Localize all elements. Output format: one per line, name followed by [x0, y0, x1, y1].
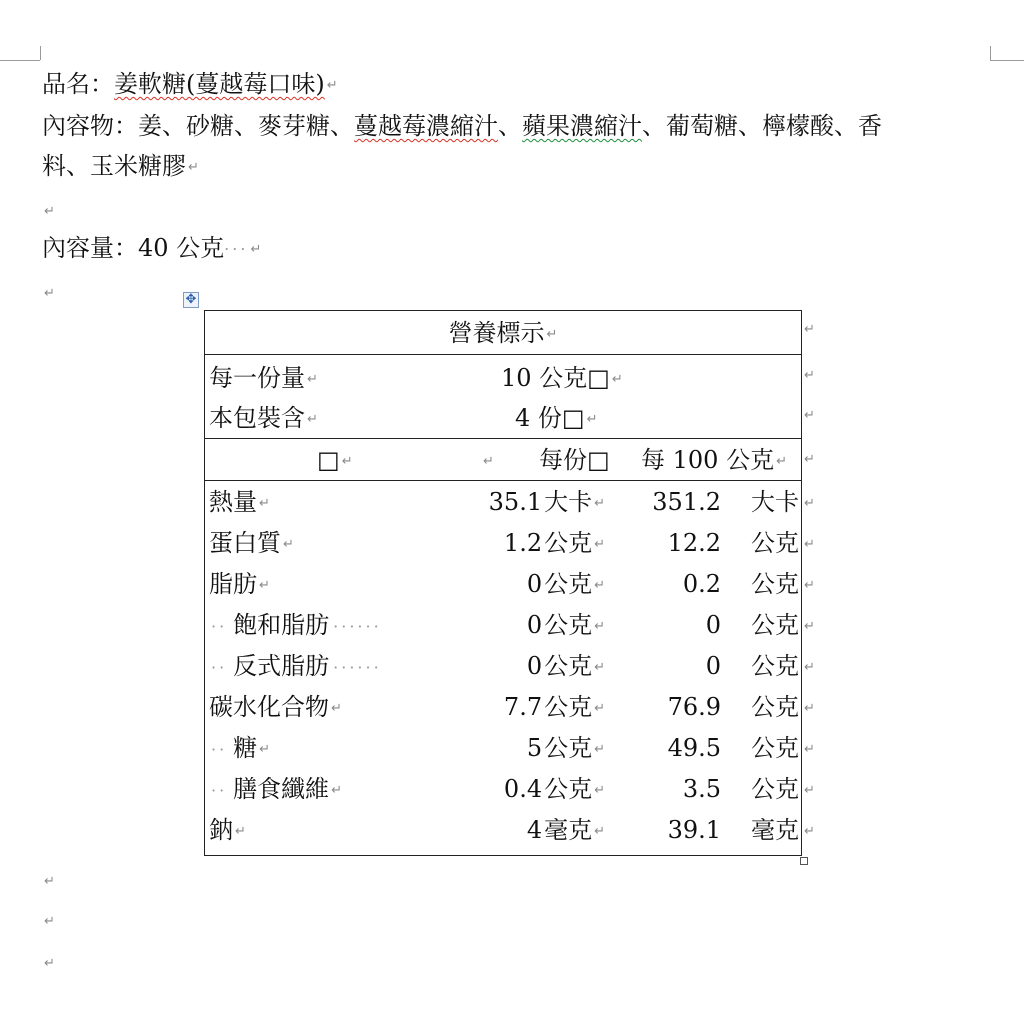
nutrient-row: [205, 488, 801, 529]
nutrition-facts-table[interactable]: [204, 310, 802, 856]
serving-size-label: 每一份量 ↵: [209, 364, 318, 392]
nutrient-row: [205, 611, 801, 652]
nutrient-rows: [205, 480, 801, 855]
servings-per-pack-value: 4 份□ ↵: [515, 404, 598, 432]
product-name-label: 品名：: [42, 70, 114, 98]
paragraph-mark-icon: ↵: [250, 241, 262, 257]
per-serving-value: 0公克 ↵: [526, 570, 605, 598]
nutrient-name: ·· 飽和脂肪 ······: [211, 611, 382, 639]
empty-paragraph[interactable]: [42, 278, 55, 308]
per-100g-value: 0: [705, 611, 721, 639]
per-100g-unit: 公克: [751, 734, 799, 762]
ingredients-text-d: 蘋果濃縮汁: [522, 112, 642, 140]
header-spacer-cell: ↵: [483, 453, 494, 469]
per-serving-value: 35.1大卡 ↵: [488, 488, 605, 516]
serving-info-section: [205, 354, 801, 439]
per-serving-value: 0公克 ↵: [526, 652, 605, 680]
end-of-row-mark-icon: ↵: [804, 783, 815, 798]
end-of-row-mark-icon: ↵: [804, 578, 815, 593]
ingredients-label: 內容物：: [42, 112, 138, 140]
nutrient-row: [205, 816, 801, 857]
net-weight-paragraph[interactable]: [42, 234, 261, 264]
per-100g-value: 76.9: [667, 693, 721, 721]
nutrient-row: [205, 652, 801, 693]
net-weight-value: 40 公克: [138, 234, 225, 262]
per-100g-value: 3.5: [682, 775, 721, 803]
per-100g-value: 12.2: [667, 529, 721, 557]
column-header-row: [205, 438, 801, 481]
nutrient-row: [205, 734, 801, 775]
nutrient-row: [205, 775, 801, 816]
nutrient-name: ·· 反式脂肪 ······: [211, 652, 382, 680]
header-blank-cell: □ ↵: [317, 446, 353, 474]
per-100g-unit: 毫克: [751, 816, 799, 844]
end-of-row-mark-icon: ↵: [804, 824, 815, 839]
crop-mark-top-left: [0, 60, 40, 61]
nutrient-row: [205, 529, 801, 570]
empty-paragraph[interactable]: [42, 906, 55, 936]
end-of-row-mark-icon: ↵: [804, 742, 815, 757]
servings-per-pack-label: 本包裝含 ↵: [209, 404, 318, 432]
per-serving-value: 0.4公克 ↵: [503, 775, 605, 803]
ingredients-text-b: 蔓越莓濃縮汁: [354, 112, 498, 140]
paragraph-mark-icon: ↵: [44, 955, 55, 971]
crop-mark-top-right-vertical: [990, 46, 991, 60]
per-100g-value: 49.5: [667, 734, 721, 762]
ingredients-text-c: 、: [498, 112, 522, 140]
table-title: 營養標示 ↵: [448, 319, 558, 347]
end-of-row-mark-icon: ↵: [804, 322, 815, 337]
ingredients-text-a: 姜、砂糖、麥芽糖、: [138, 112, 354, 140]
end-of-row-mark-icon: ↵: [804, 496, 815, 511]
table-title-row: [205, 311, 801, 355]
per-serving-value: 7.7公克 ↵: [503, 693, 605, 721]
nutrient-name: 蛋白質 ↵: [209, 529, 294, 557]
ingredients-paragraph[interactable]: [42, 112, 882, 140]
net-weight-label: 內容量：: [42, 234, 138, 262]
nutrient-name: 脂肪 ↵: [209, 570, 270, 598]
nutrient-name: 熱量 ↵: [209, 488, 270, 516]
per-serving-value: 4毫克 ↵: [526, 816, 605, 844]
per-100g-value: 39.1: [667, 816, 721, 844]
end-of-row-mark-icon: ↵: [804, 452, 815, 467]
per-100g-value: 0: [705, 652, 721, 680]
nutrient-name: ·· 膳食纖維 ↵: [211, 775, 343, 803]
per-100g-unit: 大卡: [751, 488, 799, 516]
serving-size-value: 10 公克□ ↵: [501, 364, 623, 392]
ingredients-paragraph-line2[interactable]: [42, 152, 199, 182]
end-of-row-mark-icon: ↵: [804, 537, 815, 552]
per-100g-unit: 公克: [751, 570, 799, 598]
paragraph-mark-icon: ↵: [44, 203, 55, 219]
end-of-row-mark-icon: ↵: [804, 619, 815, 634]
empty-paragraph[interactable]: [42, 948, 55, 978]
nutrient-name: 碳水化合物 ↵: [209, 693, 342, 721]
paragraph-mark-icon: ↵: [326, 77, 338, 93]
per-serving-value: 1.2公克 ↵: [503, 529, 605, 557]
per-100g-unit: 公克: [751, 693, 799, 721]
per-100g-unit: 公克: [751, 529, 799, 557]
paragraph-mark-icon: ↵: [44, 285, 55, 301]
nutrient-row: [205, 570, 801, 611]
per-100g-unit: 公克: [751, 611, 799, 639]
per-serving-value: 5公克 ↵: [526, 734, 605, 762]
table-resize-handle-icon[interactable]: [800, 857, 808, 865]
header-per-100g: 每 100 公克 ↵: [641, 446, 787, 474]
per-100g-unit: 公克: [751, 652, 799, 680]
paragraph-mark-icon: ↵: [44, 873, 55, 889]
table-move-handle-icon[interactable]: ✥: [183, 292, 199, 308]
ingredients-text-e: 、葡萄糖、檸檬酸、香: [642, 112, 882, 140]
space-marks: ···: [224, 239, 249, 259]
per-serving-value: 0公克 ↵: [526, 611, 605, 639]
product-name-value: 姜軟糖(蔓越莓口味): [114, 70, 325, 98]
per-100g-value: 0.2: [682, 570, 721, 598]
paragraph-mark-icon: ↵: [188, 159, 199, 175]
nutrient-name: ·· 糖 ↵: [211, 734, 271, 762]
per-100g-unit: 公克: [751, 775, 799, 803]
end-of-row-mark-icon: ↵: [804, 368, 815, 383]
nutrient-name: 鈉 ↵: [209, 816, 246, 844]
product-name-paragraph[interactable]: [42, 70, 338, 100]
crop-mark-top-right: [990, 60, 1024, 61]
nutrient-row: [205, 693, 801, 734]
empty-paragraph[interactable]: [42, 866, 55, 896]
per-100g-value: 351.2: [652, 488, 721, 516]
paragraph-mark-icon: ↵: [44, 913, 55, 929]
crop-mark-top-left-vertical: [40, 46, 41, 60]
header-per-serving: 每份□: [539, 446, 610, 474]
empty-paragraph[interactable]: [42, 196, 55, 226]
end-of-row-mark-icon: ↵: [804, 408, 815, 423]
end-of-row-mark-icon: ↵: [804, 701, 815, 716]
end-of-row-mark-icon: ↵: [804, 660, 815, 675]
ingredients-text-line2: 料、玉米糖膠: [42, 152, 186, 180]
